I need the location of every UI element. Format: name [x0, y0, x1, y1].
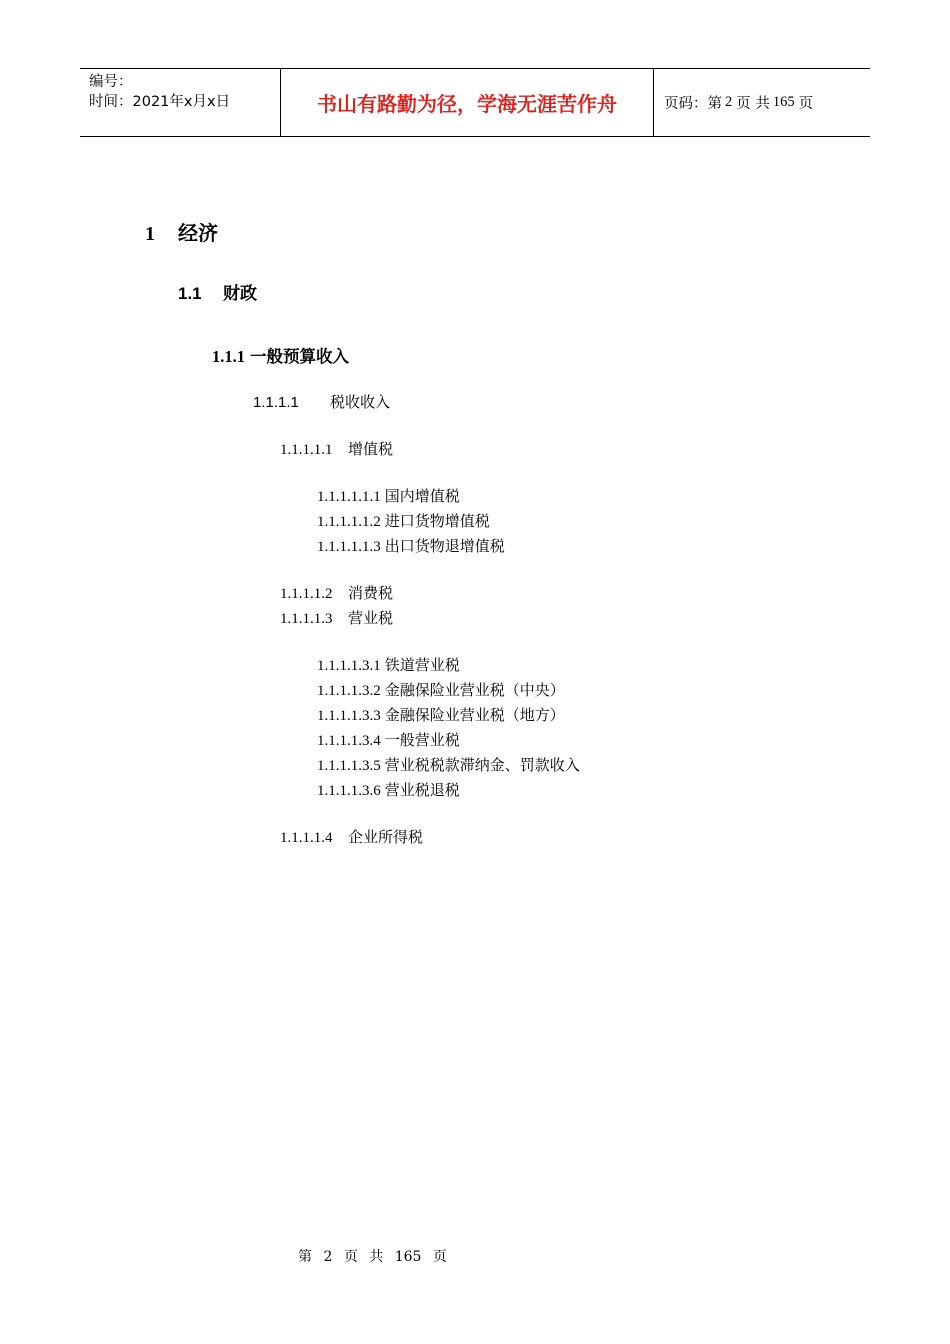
footer-current-page: 2	[323, 1249, 333, 1265]
heading-text: 一般预算收入	[250, 347, 349, 366]
heading-text: 出口货物退增值税	[384, 537, 505, 555]
heading-level-5	[280, 826, 423, 847]
page-footer	[0, 1246, 950, 1266]
page-total: 165	[772, 94, 795, 110]
heading-number: 1.1.1.1.2	[280, 586, 333, 602]
page-current: 2	[725, 94, 733, 110]
time-label: 时间：2021年x月x日	[89, 94, 231, 110]
heading-level-6	[317, 535, 505, 556]
page-header	[80, 68, 870, 137]
heading-text: 营业税	[348, 609, 394, 627]
header-motto: 书山有路勤为径，学海无涯苦作舟	[281, 69, 654, 136]
heading-level-2	[178, 279, 257, 304]
heading-number: 1.1.1.1.1.3	[317, 539, 381, 555]
footer-total-pages: 165	[394, 1249, 422, 1265]
page-suffix: 页	[798, 96, 814, 112]
heading-number: 1.1.1.1.3.5	[317, 758, 381, 774]
page-prefix: 页码：第	[664, 96, 722, 112]
heading-level-6	[317, 510, 490, 531]
heading-number: 1.1.1.1.3.4	[317, 733, 381, 749]
heading-text: 增值税	[348, 440, 394, 458]
heading-number: 1.1.1.1.3	[280, 611, 333, 627]
heading-level-5	[280, 582, 393, 603]
header-page-number	[654, 69, 870, 136]
heading-number: 1.1.1.1	[253, 394, 299, 411]
heading-number: 1.1.1.1.1.1	[317, 489, 381, 505]
heading-text: 铁道营业税	[384, 656, 460, 674]
heading-number: 1.1.1.1.3.3	[317, 708, 381, 724]
heading-number: 1.1.1.1.1.2	[317, 514, 381, 530]
heading-number: 1.1.1.1.1	[280, 442, 333, 458]
heading-number: 1	[145, 223, 155, 245]
heading-number: 1.1	[178, 284, 202, 303]
heading-number: 1.1.1.1.3.6	[317, 783, 381, 799]
heading-level-3	[212, 343, 349, 367]
heading-level-6	[317, 704, 565, 725]
heading-level-6	[317, 654, 460, 675]
heading-text: 金融保险业营业税（地方）	[384, 706, 565, 724]
heading-level-4	[253, 391, 390, 412]
heading-level-6	[317, 679, 565, 700]
heading-text: 一般营业税	[384, 731, 460, 749]
heading-level-5	[280, 438, 393, 459]
heading-text: 国内增值税	[384, 487, 460, 505]
heading-text: 经济	[178, 221, 218, 245]
page-mid: 页 共	[736, 96, 770, 112]
heading-text: 营业税税款滞纳金、罚款收入	[384, 756, 580, 774]
heading-level-6	[317, 485, 460, 506]
footer-total-word: 共	[369, 1249, 384, 1265]
serial-label: 编号：	[89, 74, 133, 90]
heading-text: 税收收入	[330, 393, 391, 411]
heading-level-6	[317, 779, 460, 800]
heading-number: 1.1.1.1.3.1	[317, 658, 381, 674]
heading-text: 企业所得税	[348, 828, 424, 846]
heading-text: 消费税	[348, 584, 394, 602]
footer-page-word: 页	[343, 1249, 358, 1265]
heading-text: 进口货物增值税	[384, 512, 490, 530]
heading-level-6	[317, 729, 460, 750]
heading-text: 营业税退税	[384, 781, 460, 799]
heading-number: 1.1.1.1.4	[280, 830, 333, 846]
heading-number: 1.1.1	[212, 347, 245, 366]
heading-text: 金融保险业营业税（中央）	[384, 681, 565, 699]
header-meta	[80, 69, 281, 136]
heading-number: 1.1.1.1.3.2	[317, 683, 381, 699]
heading-level-1	[145, 217, 218, 246]
heading-level-6	[317, 754, 580, 775]
heading-level-5	[280, 607, 393, 628]
footer-suffix: 页	[432, 1249, 447, 1265]
footer-prefix: 第	[298, 1249, 312, 1265]
heading-text: 财政	[223, 284, 257, 304]
